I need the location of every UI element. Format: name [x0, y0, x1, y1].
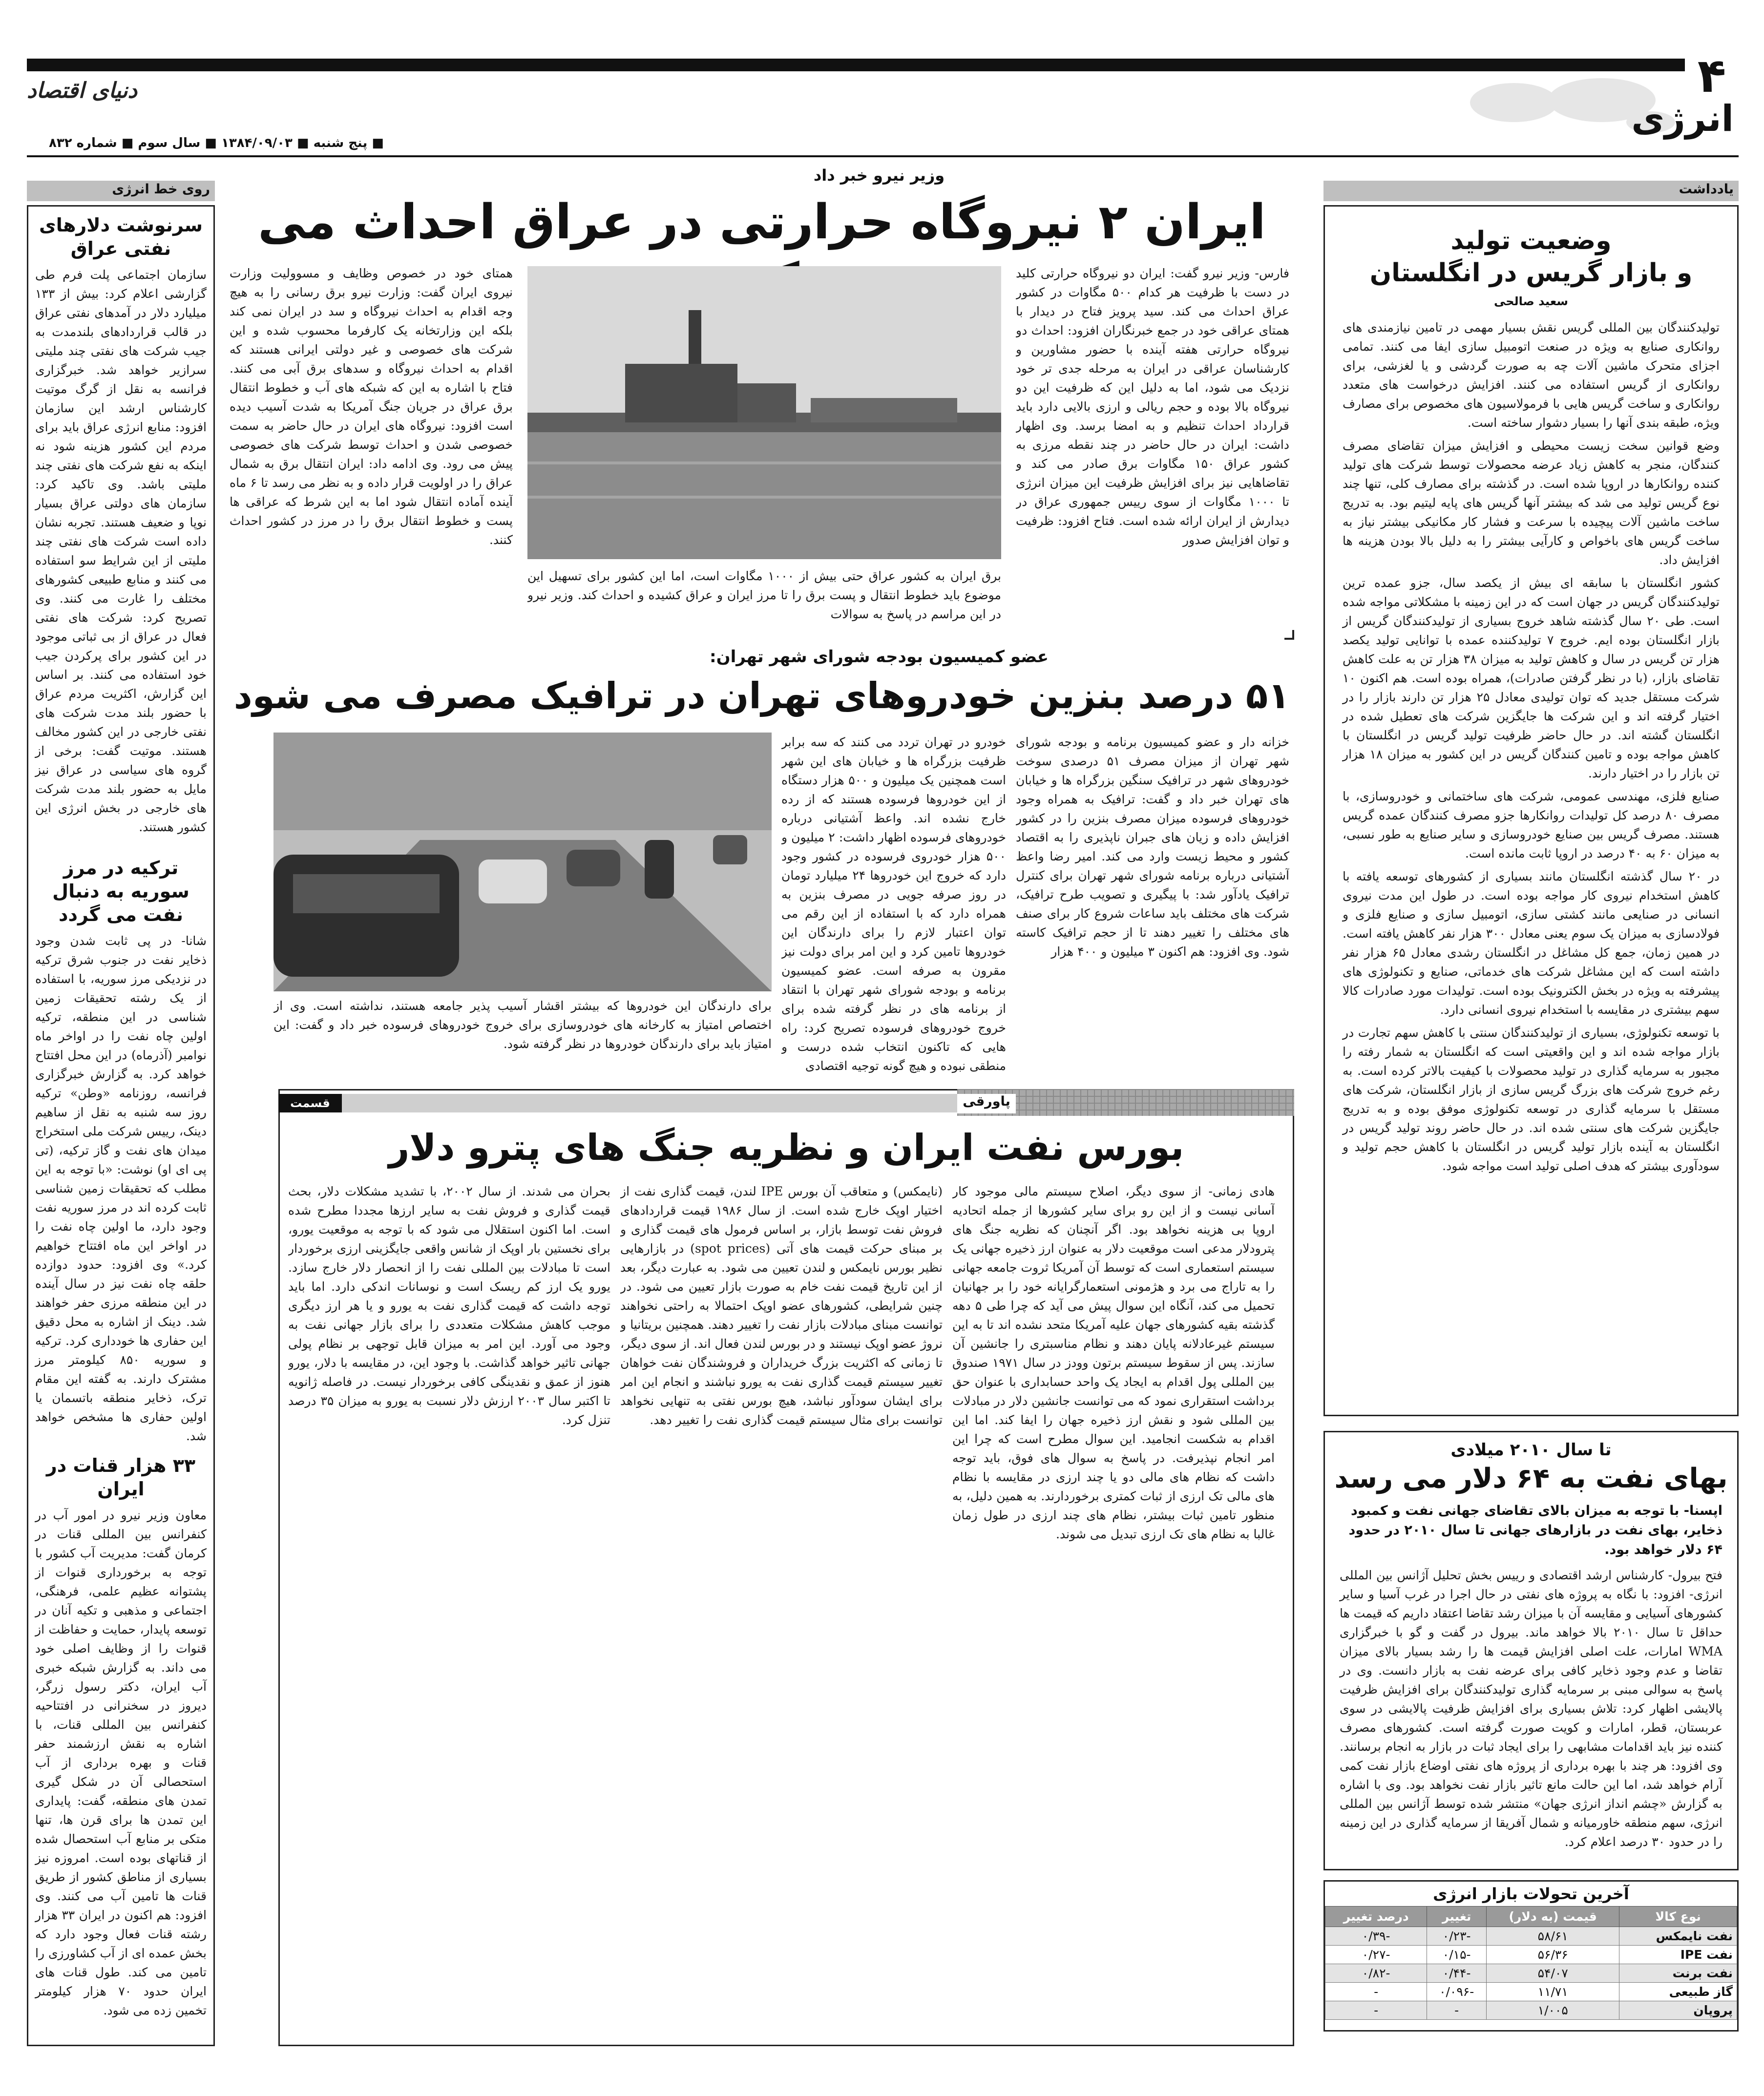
top-rule: [27, 59, 1739, 71]
article1-kicker: وزیر نیرو خبر داد: [813, 166, 945, 185]
table-row: نفت نایمکس ۵۸/۶۱ -۰/۲۳ -۰/۳۹: [1325, 1927, 1737, 1946]
sidebar-s1-body: سازمان اجتماعی پلت فرم طی گزارشی اعلام کرد: بیش از ۱۳۳ میلیارد دلار در آمدهای نفتی عراق در قالب قراردادهای بلندمدت به جیب شرکت های نفتی چند ملیتی سرازیر خواهد شد. خبرگزاری فرانسه به نقل از گرگ موتیت کارشناس ارشد این سازمان افزود: منابع انرژی عراق باید برای مردم این کشور هزینه شود نه اینکه به نفع شرکت های نفتی چند ملیتی باشد. وی تاکید کرد: سازمان های دولتی عراق بسیار نوپا و ضعیف هستند. تجربه نشان داده است شرکت های نفتی چند ملیتی از این شرایط سو استفاده می کنند و منابع طبیعی کشورهای مختلف را غارت می کنند. وی تصریح کرد: شرکت های نفتی فعال در عراق از بی ثباتی موجود در این کشور برای پرکردن جیب خود استفاده می کنند. بر اساس این گزارش، اکثریت مردم عراق با حضور بلند مدت شرکت های نفتی خارجی در این کشور مخالف هستند. موتیت گفت: برخی از گروه های سیاسی در عراق نیز مایل به حضور بلند مدت شرکت های خارجی در بخش انرژی این کشور هستند.: [35, 268, 207, 834]
sidebar-box: [27, 205, 215, 2046]
dateline: ■ پنج شنبه ■ ۱۳۸۴/۰۹/۰۳ ■ سال سوم ■ شماره ۸۳۲: [49, 136, 384, 150]
article2-kicker: عضو کمیسیون بودجه شورای شهر تهران:: [710, 647, 1049, 667]
column-header: درصد تغییر: [1325, 1907, 1427, 1927]
article2-col2: خودرو در تهران تردد می کنند که سه برابر ظرفیت بزرگراه ها و خیابان های این شهر است همچنین یک میلیون و ۵۰۰ هزار دستگاه از این خودروها فرسوده هستند که از رده خارج نشده اند. واعظ آشتیانی درباره خودروهای فرسوده اظهار داشت: ۲ میلیون و ۵۰۰ هزار خودروی فرسوده در کشور وجود دارد که خروج این خودروها ۲۴ میلیارد تومان در روز صرفه جویی در مصرف بنزین به همراه دارد که با استفاده از این رقم می توان اعتبار لازم را برای دارندگان این خودروها تامین کرد و این امر برای دولت نیز مقرون به صرفه است. عضو کمیسیون برنامه و بودجه شورای شهر تهران با انتقاد از برنامه های در نظر گرفته شده برای خروج خودروهای فرسوده تصریح کرد: راه هایی که تاکنون انتخاب شده درست و منطقی نبوده و هیچ گونه توجیه اقتصادی: [781, 735, 1006, 1073]
sidebar-s2-title: ترکیه در مرز سوریه به دنبال نفت می گردد: [52, 857, 189, 925]
energy-market-table: [1323, 1880, 1739, 2032]
note-label: یادداشت: [1679, 182, 1734, 197]
article1-col1: فارس- وزیر نیرو گفت: ایران دو نیروگاه حرارتی کلید در دست با ظرفیت هر کدام ۵۰۰ مگاوات در کشور عراق احداث می کند. سید پرویز فتاح در دیدار با همتای عراقی خود در جمع خبرنگاران افزود: احداث دو نیروگاه حرارتی هفته آینده با حضور مشاورین و کارشناسان عراقی در ایران به مرحله جدی تر خود نزدیک می شود، اما به دلیل این که ظرفیت این دو نیروگاه بالا بوده و حجم ریالی و ارزی بالایی دارد باید قرارداد احداث تنظیم و به امضا برسد. وی اظهار داشت: ایران در حال حاضر در چند نقطه مرزی به کشور عراق ۱۵۰ مگاوات برق صادر می کند و تقاضاهایی نیز برای افزایش ظرفیت این میزان انرژی تا ۱۰۰۰ مگاوات از سوی رییس جمهوری عراق در دیدارش از ایران ارائه شده است. فتاح افزود: ظرفیت و توان افزایش صدور: [1016, 266, 1289, 547]
power-plant-photo: [527, 266, 1001, 559]
column-header: تغییر: [1427, 1907, 1487, 1927]
note-title-line2: و بازار گریس در انگلستان: [1369, 258, 1693, 288]
table-header-row: [1325, 1907, 1737, 1927]
article2-title: ۵۱ درصد بنزین خودروهای تهران در ترافیک مصرف می شود: [233, 675, 1290, 717]
oil-kicker: تا سال ۲۰۱۰ میلادی: [1450, 1440, 1612, 1460]
market-table: [1325, 1906, 1737, 2020]
note-body: تولیدکنندگان بین المللی گریس نقش بسیار مهمی در تامین نیازمندی های روانکاری صنایع به ویژه در صنعت اتومبیل سازی ایفا می کنند. تمامی اجزای متحرک ماشین آلات چه به صورت گردشی و یا لغزشی، برای روانکاری از گریس استفاده می کنند. افزایش درخواست های متعدد روانکاری و ساخت گریس هایی با فرمولاسیون های مخصوص برای مصارف ویژه، طبقه بندی آنها را بسیار دشوار ساخته است. وضع قوانین سخت زیست محیطی و افزایش میزان تقاضای مصرف کنندگان، منجر به کاهش زیاد عرضه محصولات توسط شرکت های تولید کننده روانکارها در اروپا شده است. در گذشته برای مصارف کلی، تنها چند نوع گریس تولید می شد که بیشتر آنها گریس های پایه لیتیم بود. به تدریج ساخت ماشین آلات پیچیده با سرعت و فشار کار مکانیکی بیشتر نیاز به ساخت گریس های باخواص و کارآیی بیشتر را به دلیل بالا بودن هزینه ها افزایش داد. کشور انگلستان با سابقه ای بیش از یکصد سال، جزو عمده ترین تولیدکنندگان گریس در جهان است که در این زمینه با مشکلاتی مواجه شده است. طی ۲۰ سال گذشته شاهد خروج بسیاری از تولیدکنندگان گریس از بازار انگلستان بوده ایم. خروج ۷ تولیدکننده عمده با توانایی تولید یکصد هزار تن گریس در سال و کاهش تولید به میزان ۳۸ هزار تن به علت کاهش تقاضای بازار، (با در نظر گرفتن صادرات)، همراه بوده است. هم اکنون ۱۰ شرکت مستقل جدید که توان تولیدی معادل ۲۵ هزار تن دارند بازار را در اختیار گرفته اند و این شرکت ها جایگزین شرکت های تعطیل شده در انگلستان گشته اند. در حال حاضر ظرفیت تولید گریس در انگلستان با کاهش مواجه بوده و تامین کنندگان گریس در این کشور به میزان ۱۸ هزار تن بازار را در اختیار دارند. صنایع فلزی، مهندسی عمومی، شرکت های ساختمانی و خودروسازی، با مصرف ۸۰ درصد کل تولیدات روانکارها جزو مصرف کنندگان عمده گریس هستند. مصرف گریس بین صنایع خودروسازی و سایر صنایع به طور نسبی، به میزان ۶۰ به ۴۰ درصد در اروپا ثابت مانده است. در ۲۰ سال گذشته انگلستان مانند بسیاری از کشورهای توسعه یافته با کاهش استخدام نیروی کار مواجه بوده است. در طول این مدت نیروی انسانی در صنایعی مانند کشتی سازی، اتومبیل سازی و صنایع فلزی و فولادسازی به میزان یک سوم یعنی معادل ۳۰۰ هزار نفر کاهش یافته است. در همین زمان، جمع کل مشاغل در انگلستان رشدی معادل ۶۵ هزار نفر داشته است که این مشاغل شرکت های خدماتی، صنایع و تکنولوژی های پیشرفته به ویژه در بخش الکترونیک بوده است. تولیدات مورد صادرات کالا سهم بیشتری در مقایسه با استخدام نیروی انسانی دارد. با توسعه تکنولوژی، بسیاری از تولیدکنندگان سنتی با کاهش سهم تجارت در بازار مواجه شده اند و این واقعیتی است که انگلستان به شمار رفته را مجبور به سرمایه گذاری در تولید محصولات با کیفیت بالاتر کرده است. به رغم خروج شرکت های بزرگ گریس سازی از بازار انگلستان، شرکت های مستقل با سرمایه گذاری در توسعه تکنولوژی موفق بوده و به تدریج جایگزین شرکت های سنتی شده اند. در حال حاضر روند تولید گریس در انگلستان به آینده بازار تولید گریس در انگلستان با کاهش حجم تولید و سودآوری بیشتر که هدف اصلی تولید است مواجه شود.: [1343, 320, 1720, 1173]
article3-title: بورس نفت ایران و نظریه جنگ های پترو دلار: [388, 1127, 1184, 1169]
article3-col2: (نایمکس) و متعاقب آن بورس IPE لندن، قیمت گذاری نفت از اختیار اوپک خارج شده است. از سال ۱۹۸۶ قیمت قراردادهای فروش نفت توسط بازار، بر اساس فرمول های قیمت گذاری و بر مبنای حرکت قیمت های آتی (spot prices) در بازارهایی نظیر بورس نایمکس و لندن تعیین می شود. به عبارت دیگر، بعد از این تاریخ قیمت نفت خام به صورت بازار تعیین می شود. در چنین شرایطی، کشورهای عضو اوپک احتمالا به راحتی نخواهند توانست مبنای مبادلات بازار نفت را تغییر دهند. همچنین بریتانیا و نروژ عضو اوپک نیستند و در بورس لندن فعال اند. از سوی دیگر، تا زمانی که اکثریت بزرگ خریداران و فروشندگان نفت خواهان تغییر سیستم قیمت گذاری نفت به یورو نباشند و انجام این امر برای ایشان سودآور نباشد، هیچ بورس نفتی به تنهایی نخواهد توانست برای مثال سیستم قیمت گذاری نفت را تغییر دهد.: [620, 1184, 943, 1427]
article3-part-bar: [342, 1094, 957, 1112]
article1-title: ایران ۲ نیروگاه حرارتی در عراق احداث می: [258, 194, 1266, 250]
column-header: قیمت (به دلار): [1487, 1907, 1619, 1927]
note-title-line1: وضعیت تولید: [1450, 226, 1612, 255]
sidebar-s2-body: شانا- در پی ثابت شدن وجود ذخایر نفت در جنوب شرق ترکیه در نزدیکی مرز سوریه، با استفاده از یک رشته تحقیقات زمین شناسی در این منطقه، ترکیه اولین چاه نفت را در اواخر ماه نوامبر (آذرماه) در این محل افتتاح خواهد کرد. به گزارش خبرگزاری فرانسه، روزنامه «وطن» ترکیه روز سه شنبه به نقل از ساهیم دینک، رییس شرکت ملی استخراج میدان های نفت و گاز ترکیه، (تی پی ای او) نوشت: «با توجه به این مطلب که تحقیقات زمین شناسی ثابت کرده اند در مرز سوریه نفت وجود دارد، ما اولین چاه نفت را در اواخر این ماه افتتاح خواهیم کرد.» وی افزود: حدود دوازده حلقه چاه نفت نیز در سال آینده در این منطقه مرزی حفر خواهند شد. دینک از اشاره به محل دقیق این حفاری ها خودداری کرد. ترکیه و سوریه ۸۵۰ کیلومتر مرز مشترک دارند. به گفته این مقام ترک، ذخایر منطقه باتسمان یا اولین حفاری ها مشخص خواهد شد.: [35, 934, 207, 1443]
article1-col3: همتای خود در خصوص وظایف و مسوولیت وزارت نیروی ایران گفت: وزارت نیرو برق رسانی را به هیچ وجه اقدام به احداث نیروگاه و سد در ایران نمی کند بلکه این وزارتخانه یک کارفرما محسوب شده و این شرکت های خصوصی و غیر دولتی ایرانی هستند که اقدام به احداث نیروگاه و سدهای برق آبی می کنند. فتاح با اشاره به این که شبکه های آب و خطوط انتقال برق عراق در جریان جنگ آمریکا به شدت آسیب دیده است افزود: نیروگاه های ایران در حال حاضر به سمت خصوصی شدن و احداث توسط شرکت های خصوصی پیش می رود. وی ادامه داد: ایران انتقال برق به شمال عراق را در اولویت قرار داده و به نظر می رسد تا ۶ ماه آینده آماده انتقال شود اما به این شرط که عراقی ها پست و خطوط انتقال برق را در مرز در کشور احداث کنند.: [230, 266, 513, 547]
note-author: سعید صالحی: [1494, 294, 1568, 308]
table-row: گاز طبیعی ۱۱/۷۱ -۰/۰۹۶ -: [1325, 1983, 1737, 2001]
sidebar-s3-body: معاون وزیر نیرو در امور آب در کنفرانس بین المللی قنات در کرمان گفت: مدیریت آب کشور با توجه به برخورداری قنوات از پشتوانه عظیم علمی، فرهنگی، اجتماعی و مذهبی و تکیه آنان در توسعه پایدار، حمایت و حفاظت از قنوات را از وظایف اصلی خود می داند. به گزارش شبکه خبری آب ایران، دکتر رسول زرگر، دیروز در سخنرانی در افتتاحیه کنفرانس بین المللی قنات، با اشاره به نقش ارزشمند حفر قنات و بهره برداری از آب استحصالی آن در شکل گیری تمدن های منطقه، گفت: پایداری این تمدن ها برای قرن ها، تنها متکی بر منابع آب استحصال شده از قناتهای بوده است. امروزه نیز بسیاری از مناطق کشور از طریق قنات ها تامین آب می کنند. وی افزود: هم اکنون در ایران ۳۳ هزار رشته قنات فعال وجود دارد که بخش عمده ای از آب کشاورزی را تامین می کند. طول قنات های ایران حدود ۷۰ هزار کیلومتر تخمین زده می شود.: [35, 1508, 207, 2017]
oil-body: فتح بیرول- کارشناس ارشد اقتصادی و رییس بخش تحلیل آژانس بین المللی انرژی- افزود: با نگاه به پروژه های نفتی در حال اجرا در غرب آسیا و سایر کشورهای آسیایی و مقایسه آن با میزان رشد تقاضا اعتقاد داریم که قیمت ها حداقل تا سال ۲۰۱۰ بالا خواهد ماند. بیرول در گفت و گو با خبرگزاری WMA امارات، علت اصلی افزایش قیمت ها را رشد بسیار بالای میزان تقاضا و عدم وجود ذخایر کافی برای عرضه نفت به بازار دانست. وی در پاسخ به سوالی مبنی بر سرمایه گذاری تولیدکنندگان برای افزایش ظرفیت پالایشی اظهار کرد: تلاش بسیاری برای افزایش ظرفیت پالایشی در سوی عربستان، قطر، امارات و کویت صورت گرفته است. کشورهای مصرف کننده نیز باید اقدامات مشابهی را برای ایجاد ثبات در بازار به انجام برسانند. وی افزود: هر چند با بهره برداری از پروژه های نفتی اوضاع بازار نفت کمی آرام خواهد شد، اما این حالت مانع تاثیر بازار نفت نخواهد بود. وی با اشاره به گزارش «چشم انداز انرژی جهان» منتشر شده توسط آژانس بین المللی انرژی، سهم منطقه خاورمیانه و شمال آفریقا از سرمایه گذاری در این زمینه را در حدود ۳۰ درصد اعلام کرد.: [1340, 1568, 1723, 1849]
note-box: [1323, 205, 1739, 1416]
traffic-photo: [273, 733, 772, 991]
article1-corner-mark: [1284, 630, 1294, 640]
market-title: آخرین تحولات بازار انرژی: [1433, 1885, 1629, 1903]
oil-title: بهای نفت به ۶۴ دلار می رسد: [1334, 1463, 1728, 1494]
publication-logo: دنیای اقتصاد: [27, 78, 137, 103]
oil-lead: اپسنا- با توجه به میزان بالای تقاضای جهانی نفت و کمبود ذخایر، بهای نفت در بازارهای جهانی تا سال ۲۰۱۰ در حدود ۶۴ دلار خواهد بود.: [1348, 1503, 1722, 1557]
article3-col3: بحران می شدند. از سال ۲۰۰۲، با تشدید مشکلات دلار، بحث قیمت گذاری و فروش نفت به سایر ارزها مجددا مطرح شده است. اما اکنون استقلال می شود که با توجه به موقعیت یورو، برای نخستین بار اوپک از شانس واقعی جایگزینی ارزی برخوردار است تا مبادلات بین المللی نفت را از انحصار دلار خارج سازد. یورو یک ارز کم ریسک است و نوسانات اندکی دارد. اما باید توجه داشت که قیمت گذاری نفت به یورو و یا هر ارز دیگری موجب کاهش مشکلات متعددی را برای بازار جهانی نفت به وجود می آورد. این امر به میزان قابل توجهی بر نظام پولی جهانی تاثیر خواهد گذاشت. با وجود این، در مقایسه با دلار، یورو هنوز از عمق و نقدینگی کافی برخوردار نیست. در فاصله ژانویه تا اکتبر سال ۲۰۰۳ ارزش دلار نسبت به یورو به میزان ۳۵ درصد تنزل کرد.: [288, 1184, 610, 1427]
table-row: نفت برنت ۵۴/۰۷ -۰/۴۴ -۰/۸۲: [1325, 1964, 1737, 1983]
article3-part-badge: قسمت نهم: [278, 1094, 342, 1112]
page-number: ۴: [1685, 54, 1739, 98]
sidebar-s3-title: ۳۳ هزار قنات در ایران: [46, 1455, 196, 1500]
table-row: نفت IPE ۵۶/۳۶ -۰/۱۵ -۰/۲۷: [1325, 1946, 1737, 1964]
header-rule: [27, 155, 1739, 157]
article2-col1: خزانه دار و عضو کمیسیون برنامه و بودجه شورای شهر تهران از میزان مصرف ۵۱ درصدی سوخت خودروهای شهر در ترافیک سنگین بزرگراه ها و خیابان های تهران خبر داد و گفت: ترافیک به همراه وجود خودروهای فرسوده میزان مصرف بنزین را در کشور افزایش داده و زیان های جبران ناپذیری را به اقتصاد کشور و محیط زیست وارد می کند. امیر رضا واعظ آشتیانی درباره برنامه شورای شهر تهران برای کنترل ترافیک یادآور شد: با پیگیری و تصویب طرح ترافیک، شرکت های مختلف باید ساعات شروع کار برای صنف های مختلف را تغییر دهند تا از حجم ترافیک کاسته شود. وی افزود: هم اکنون ۳ میلیون و ۴۰۰ هزار: [1016, 735, 1289, 959]
article2-col3: برای دارندگان این خودروها که بیشتر اقشار آسیب پذیر جامعه هستند، نداشته است. وی از اختصاص امتیاز به کارخانه های خودروسازی برای خروج خودروهای فرسوده خبر داد و گفت: این امتیاز باید برای دارندگان خودروها در نظر گرفته شود.: [273, 999, 772, 1051]
article1-col2: برق ایران به کشور عراق حتی بیش از ۱۰۰۰ مگاوات است، اما این کشور برای تسهیل این موضوع باید خطوط انتقال و پست برق را تا مرز ایران و عراق کشیده و احداث کند. وزیر نیرو در این مراسم در پاسخ به سوالات: [527, 569, 1001, 621]
sidebar-s1-title: سرنوشت دلارهای نفتی عراق: [39, 214, 203, 259]
oil-article: [1323, 1431, 1739, 1870]
article3-col1: هادی زمانی- از سوی دیگر، اصلاح سیستم مالی موجود کار آسانی نیست و از این رو برای سایر کشورها از جمله اتحادیه اروپا بی هزینه نخواهد بود. اگر آنچنان که نظریه جنگ های پترودلار مدعی است موقعیت دلار به عنوان ارز ذخیره جهانی یک سیستم استعماری است که توسط آن آمریکا ثروت جامعه جهانی را به تاراج می برد و هژمونی استعمارگرایانه خود را بر جهانیان تحمیل می کند، آنگاه این سوال پیش می آید که چرا طی ۵ دهه گذشته بقیه کشورهای جهان علیه آمریکا متحد نشده اند تا به این سیستم غیرعادلانه پایان دهند و نظام مناسبتری را جانشین آن سازند. پس از سقوط سیستم برتون وودز در سال ۱۹۷۱ صندوق بین المللی پول اقدام به ایجاد یک واحد حسابداری با عنوان حق برداشت استقراری نمود که می توانست جانشین دلار در مبادلات بین المللی شود و نقش ارز ذخیره جهان را ایفا کند. اما این اقدام به شکست انجامید. این سوال مطرح است که چرا این امر انجام نپذیرفت. در پاسخ به سوال های فوق، باید توجه داشت که نظام های مالی دو یا چند ارزی در مقایسه با نظام های مالی تک ارزی از ثبات کمتری برخوردارند. به همین دلیل، به منظور تامین ثبات بیشتر، نظام های چند ارزی در طول زمان غالبا به نظام های تک ارزی تبدیل می شوند.: [952, 1184, 1275, 1541]
sidebar-label: روی خط انرژی: [112, 182, 210, 197]
section-title: انرژی: [1631, 98, 1734, 140]
table-row: پروپان ۱/۰۰۵ - -: [1325, 2001, 1737, 2020]
article3-label: پاورقی: [957, 1094, 1016, 1113]
column-header: نوع کالا: [1619, 1907, 1737, 1927]
